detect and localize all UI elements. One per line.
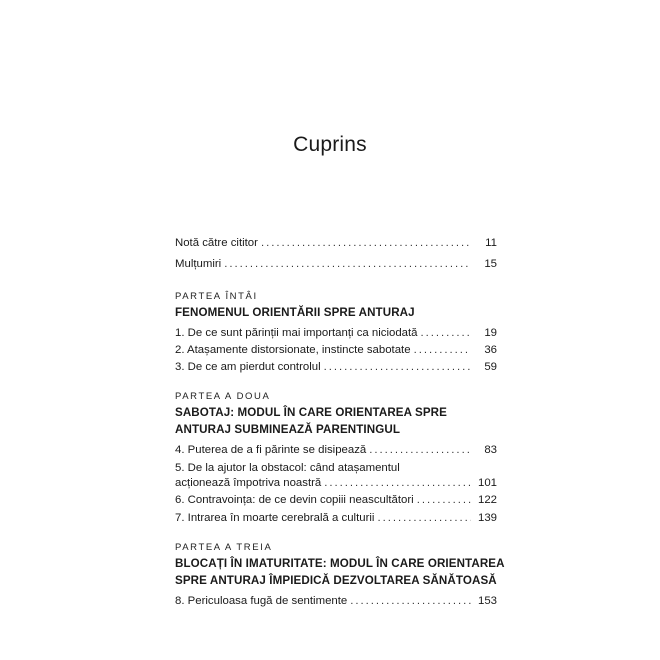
dot-leader bbox=[324, 476, 471, 490]
toc-entry-title: 2. Atașamente distorsionate, instincte sabotate bbox=[175, 344, 411, 356]
toc-entry-chapter-8[interactable] bbox=[175, 594, 497, 608]
toc-entry-title: 4. Puterea de a fi părinte se disipează bbox=[175, 444, 367, 456]
toc-entry-title: 8. Periculoasa fugă de sentimente bbox=[175, 595, 348, 607]
dot-leader bbox=[421, 326, 472, 340]
toc-entry-page: 15 bbox=[484, 258, 497, 270]
part-title: SABOTAJ: MODUL ÎN CARE ORIENTAREA SPRE ANTURAJ SUBMINEAZĂ PARENTINGUL bbox=[175, 406, 447, 436]
dot-leader bbox=[324, 360, 471, 374]
toc-entry-thanks[interactable] bbox=[175, 257, 497, 271]
toc-entry-page: 83 bbox=[484, 444, 497, 456]
toc-entry-title: Mulțumiri bbox=[175, 258, 222, 270]
toc-entry-title: 1. De ce sunt părinții mai importanți ca niciodată bbox=[175, 327, 418, 339]
dot-leader bbox=[350, 594, 471, 608]
dot-leader bbox=[261, 236, 471, 250]
toc-entry-page: 11 bbox=[485, 237, 497, 249]
dot-leader bbox=[414, 343, 471, 357]
toc-entry-title: 7. Intrarea în moarte cerebrală a culturii bbox=[175, 512, 375, 524]
toc-entry-note[interactable] bbox=[175, 236, 497, 250]
page-title: Cuprins bbox=[293, 133, 367, 156]
toc-entry-chapter-5[interactable] bbox=[175, 460, 497, 490]
toc-entry-chapter-6[interactable] bbox=[175, 493, 497, 507]
dot-leader bbox=[224, 257, 471, 271]
toc-entry-chapter-2[interactable] bbox=[175, 343, 497, 357]
toc-entry-page: 153 bbox=[477, 595, 497, 607]
part-title: FENOMENUL ORIENTĂRII SPRE ANTURAJ bbox=[175, 306, 415, 319]
dot-leader bbox=[377, 511, 471, 525]
toc-entry-page: 101 bbox=[477, 477, 497, 489]
toc-entry-title: Notă către cititor bbox=[175, 237, 258, 249]
toc-entry-page: 19 bbox=[484, 327, 497, 339]
toc-entry-title: 6. Contravoința: de ce devin copiii neascultători bbox=[175, 494, 414, 506]
part-label: PARTEA A TREIA bbox=[175, 542, 273, 553]
toc-entry-chapter-3[interactable] bbox=[175, 360, 497, 374]
dot-leader bbox=[417, 493, 471, 507]
toc-entry-page: 122 bbox=[477, 494, 497, 506]
toc-entry-chapter-7[interactable] bbox=[175, 511, 497, 525]
part-title: BLOCAȚI ÎN IMATURITATE: MODUL ÎN CARE ORIENTAREA SPRE ANTURAJ ÎMPIEDICĂ DEZVOLTAREA SĂNĂTOASĂ bbox=[175, 557, 505, 587]
toc-entry-chapter-4[interactable] bbox=[175, 443, 497, 457]
toc-entry-title: 5. De la ajutor la obstacol: când atașamentul bbox=[175, 462, 400, 474]
toc-entry-page: 139 bbox=[477, 512, 497, 524]
toc-entry-chapter-1[interactable] bbox=[175, 326, 497, 340]
toc-entry-title: 3. De ce am pierdut controlul bbox=[175, 361, 321, 373]
dot-leader bbox=[369, 443, 471, 457]
toc-entry-page: 59 bbox=[484, 361, 497, 373]
part-label: PARTEA ÎNTÂI bbox=[175, 291, 258, 302]
toc-entry-page: 36 bbox=[484, 344, 497, 356]
toc-entry-title-continued: acționează împotriva noastră bbox=[175, 477, 322, 489]
part-label: PARTEA A DOUA bbox=[175, 391, 271, 402]
